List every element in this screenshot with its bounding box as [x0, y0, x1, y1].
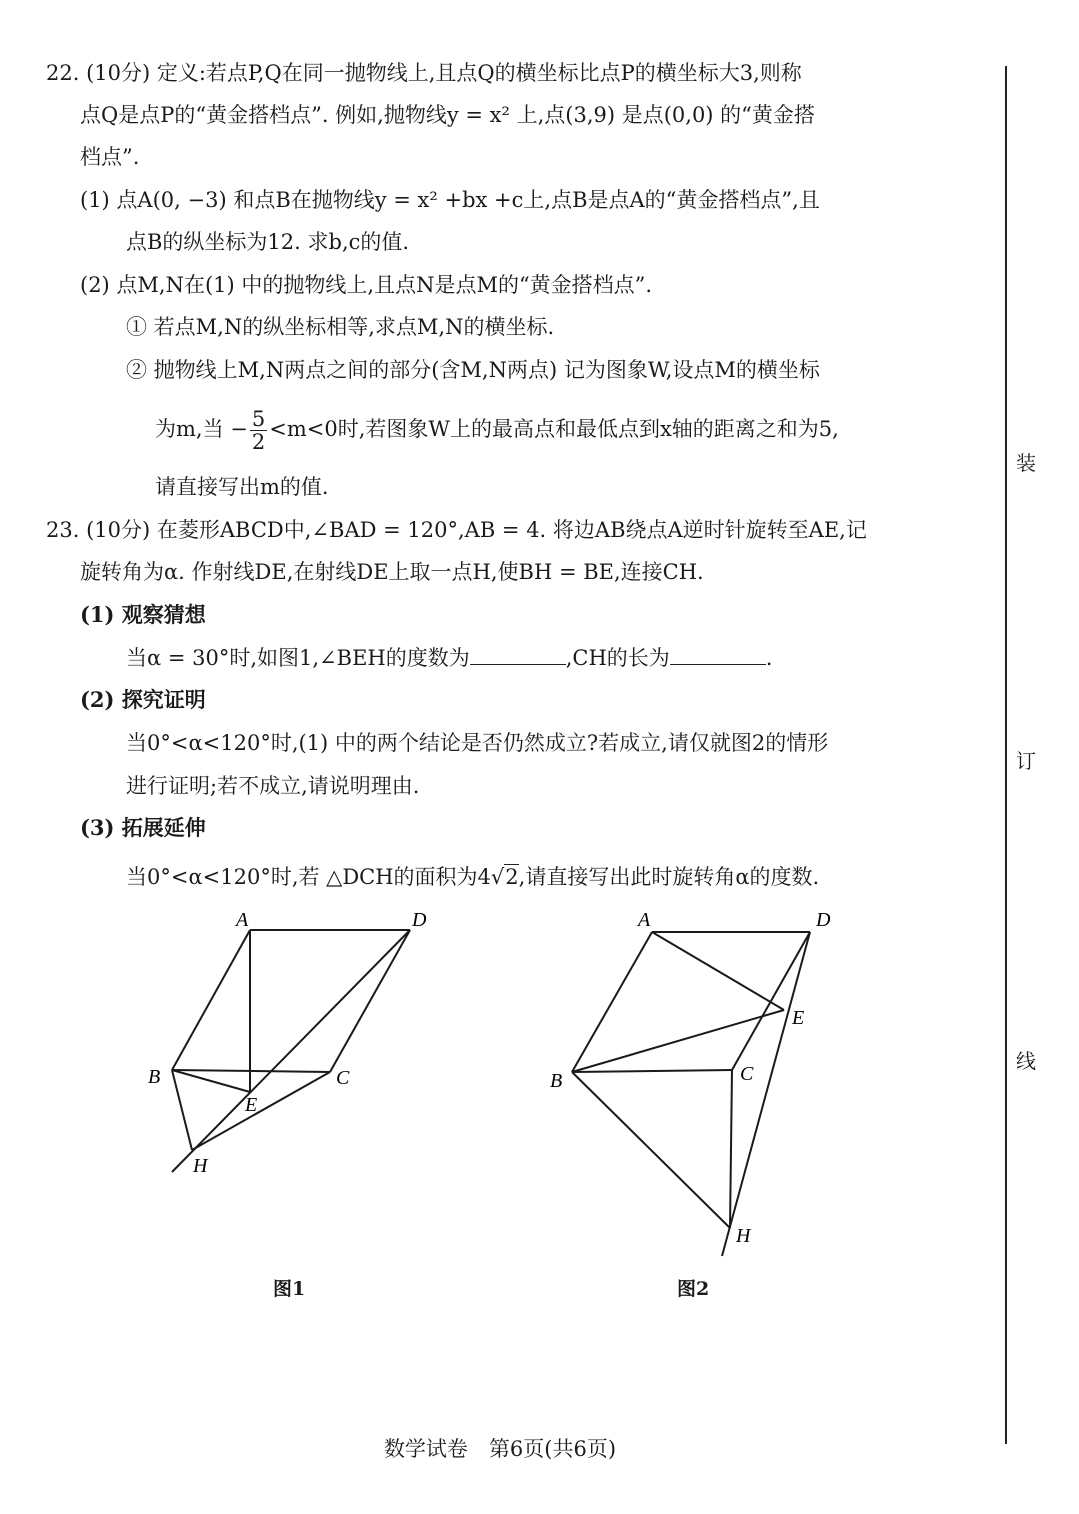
q23-line-2: 旋转角为α. 作射线DE,在射线DE上取一点H,使BH = BE,连接CH. [80, 560, 704, 584]
q22-sub2-pre: 为m,当 − [155, 417, 248, 441]
fig2-segment-CH [730, 1070, 732, 1228]
fig1-label-H: H [193, 1155, 208, 1177]
fig1-label-E: E [245, 1094, 258, 1116]
sqrt-symbol: √ [490, 865, 505, 889]
fig1-label-B: B [148, 1066, 161, 1088]
fig1-caption: 图1 [273, 1278, 306, 1300]
q22-line-2: 点Q是点P的“黄金搭档点”. 例如,抛物线y = x² 上,点(3,9) 是点(0,0) 的“黄金搭 [80, 103, 815, 127]
fig2-label-D: D [816, 909, 831, 931]
q23-part1-text-c: . [765, 646, 773, 670]
q23-part1-text-b: ,CH的长为 [565, 646, 670, 670]
q23-part3-post: ,请直接写出此时旋转角α的度数. [518, 865, 820, 889]
q22-line-1: 22. (10分) 定义:若点P,Q在同一抛物线上,且点Q的横坐标比点P的横坐标大3,则称 [46, 61, 802, 85]
fig2-label-A: A [638, 909, 651, 931]
q23-part1-text-a: 当α = 30°时,如图1,∠BEH的度数为 [126, 646, 470, 670]
fig1-segment-DC [330, 930, 410, 1072]
q23-part2-line-1: 当0°<α<120°时,(1) 中的两个结论是否仍然成立?若成立,请仅就图2的情形 [126, 731, 829, 755]
q22-line-3: 档点”. [80, 145, 140, 169]
q22-sub2-post: <m<0时,若图象W上的最高点和最低点到x轴的距离之和为5, [269, 417, 839, 441]
q22-part2-line: (2) 点M,N在(1) 中的抛物线上,且点N是点M的“黄金搭档点”. [80, 273, 653, 297]
q23-part1-title: (1) 观察猜想 [80, 602, 206, 627]
fig2-segment-AB [572, 932, 652, 1072]
q23-line-1: 23. (10分) 在菱形ABCD中,∠BAD = 120°,AB = 4. 将边AB绕点A逆时针旋转至AE,记 [46, 518, 867, 542]
binding-margin-rule [1005, 66, 1007, 1444]
fig2-caption: 图2 [677, 1278, 710, 1300]
q23-part3-pre: 当0°<α<120°时,若 △DCH的面积为4 [126, 865, 491, 889]
fig2-label-E: E [792, 1007, 805, 1029]
fig1-segment-BH [172, 1070, 192, 1150]
q23-part3-title: (3) 拓展延伸 [80, 815, 206, 840]
q23-part2-title: (2) 探究证明 [80, 687, 206, 712]
fig1-label-D: D [412, 909, 427, 931]
q22-sub2-line-1: ② 抛物线上M,N两点之间的部分(含M,N两点) 记为图象W,设点M的横坐标 [126, 358, 820, 382]
q22-sub2-line-3: 请直接写出m的值. [155, 475, 329, 499]
margin-label-ding: 订 [1016, 749, 1036, 773]
fraction-denominator: 2 [251, 430, 266, 454]
fig1-segment-BE [172, 1070, 250, 1092]
fig2-segment-DC [732, 932, 810, 1070]
fig1-segment-AB [172, 930, 250, 1070]
fraction-numerator: 5 [251, 407, 266, 431]
fig2-segment-BC [572, 1070, 732, 1072]
q23-part2-line-2: 进行证明;若不成立,请说明理由. [126, 774, 420, 798]
sqrt-radicand: 2 [505, 865, 519, 889]
fig1-label-C: C [336, 1067, 350, 1089]
margin-label-xian: 线 [1016, 1049, 1036, 1073]
fig2-label-C: C [740, 1063, 754, 1085]
margin-label-zhuang: 装 [1016, 451, 1036, 475]
fig2-segment-BH [572, 1072, 730, 1228]
q22-part1-line-1: (1) 点A(0, −3) 和点B在抛物线y = x² +bx +c上,点B是点A的“黄金搭档点”,且 [80, 188, 820, 212]
fig1-ray-DE [172, 930, 410, 1172]
fig2-label-B: B [550, 1070, 563, 1092]
fig1-label-A: A [236, 909, 249, 931]
fig1-segment-CH [192, 1072, 330, 1150]
fig2-label-H: H [736, 1225, 751, 1247]
q22-sub1-line: ① 若点M,N的纵坐标相等,求点M,N的横坐标. [126, 315, 555, 339]
fig2-segment-AE [652, 932, 784, 1010]
q22-part1-line-2: 点B的纵坐标为12. 求b,c的值. [126, 230, 410, 254]
page-footer: 数学试卷 第6页(共6页) [383, 1437, 617, 1461]
